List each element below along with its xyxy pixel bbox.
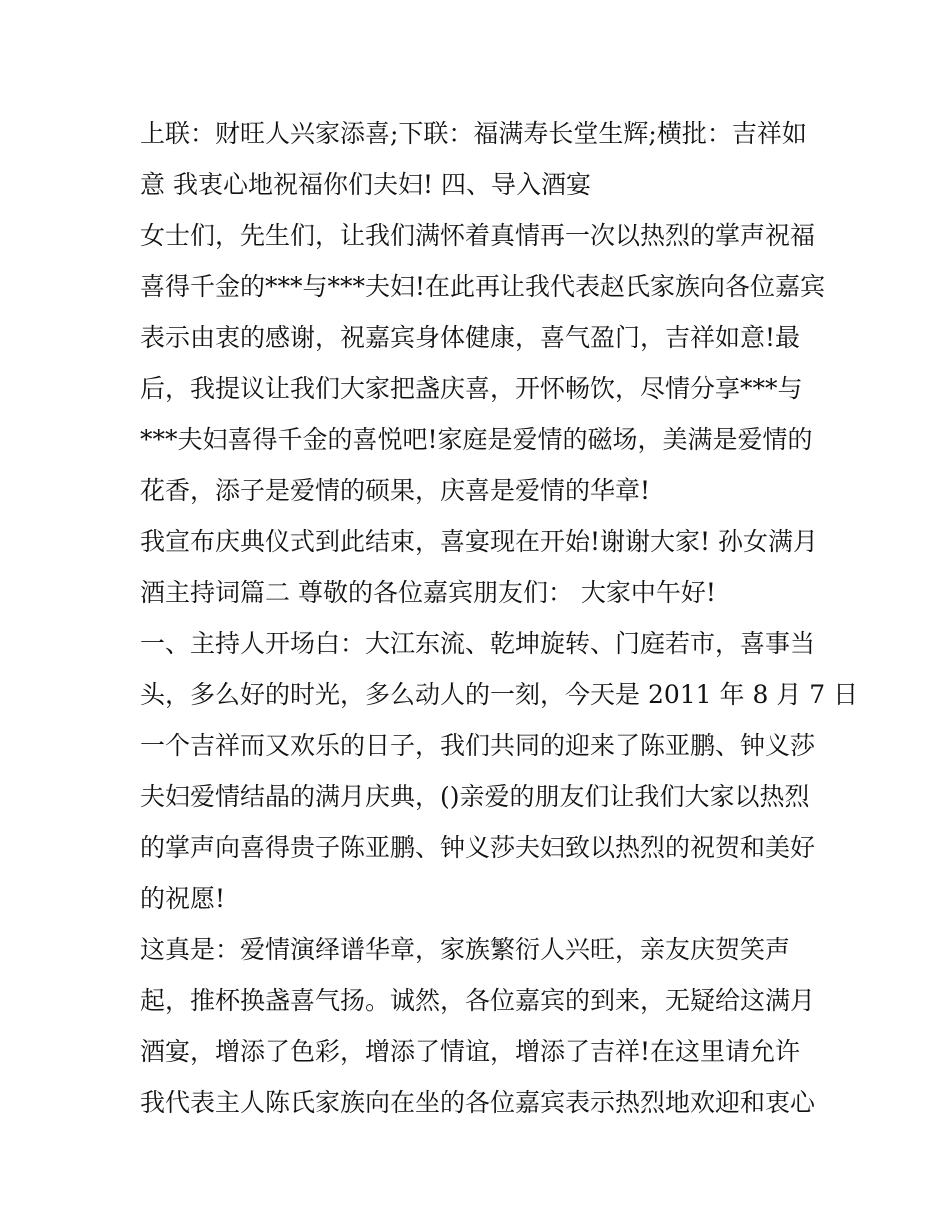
- text-line: 女士们，先生们，让我们满怀着真情再一次以热烈的掌声祝福: [140, 221, 816, 250]
- text-line: 起，推杯换盏喜气扬。诚然，各位嘉宾的到来，无疑给这满月: [140, 986, 816, 1015]
- text-line: 喜得千金的***与***夫妇!在此再让我代表赵氏家族向各位嘉宾: [140, 272, 826, 301]
- text-line: 表示由衷的感谢，祝嘉宾身体健康，喜气盈门，吉祥如意!最: [140, 323, 801, 352]
- text-line: ***夫妇喜得千金的喜悦吧!家庭是爱情的磁场，美满是爱情的: [140, 425, 813, 454]
- text-line: 花香，添子是爱情的硕果，庆喜是爱情的华章!: [140, 476, 651, 505]
- text-line: 的掌声向喜得贵子陈亚鹏、钟义莎夫妇致以热烈的祝贺和美好: [140, 833, 816, 862]
- text-line: 后，我提议让我们大家把盏庆喜，开怀畅饮，尽情分享***与: [140, 374, 803, 403]
- text-line: 意 我衷心地祝福你们夫妇! 四、导入酒宴: [140, 170, 591, 199]
- text-line: 这真是：爱情演绎谱华章，家族繁衍人兴旺，亲友庆贺笑声: [140, 935, 791, 964]
- text-line: 一个吉祥而又欢乐的日子，我们共同的迎来了陈亚鹏、钟义莎: [140, 731, 816, 760]
- text-line: 酒主持词篇二 尊敬的各位嘉宾朋友们： 大家中午好!: [140, 578, 716, 607]
- text-line: 我代表主人陈氏家族向在坐的各位嘉宾表示热烈地欢迎和衷心: [140, 1088, 816, 1117]
- body-text: [140, 108, 859, 1128]
- text-line: 酒宴，增添了色彩，增添了情谊，增添了吉祥!在这里请允许: [140, 1037, 801, 1066]
- text-line: 头，多么好的时光，多么动人的一刻，今天是 2011 年 8 月 7 日: [140, 680, 859, 709]
- text-line: 的祝愿!: [140, 884, 226, 913]
- text-line: 一、主持人开场白：大江东流、乾坤旋转、门庭若市，喜事当: [140, 629, 816, 658]
- text-line: 夫妇爱情结晶的满月庆典，()亲爱的朋友们让我们大家以热烈: [140, 782, 810, 811]
- text-line: 上联：财旺人兴家添喜;下联：福满寿长堂生辉;横批：吉祥如: [140, 119, 807, 148]
- text-line: 我宣布庆典仪式到此结束，喜宴现在开始!谢谢大家! 孙女满月: [140, 527, 819, 556]
